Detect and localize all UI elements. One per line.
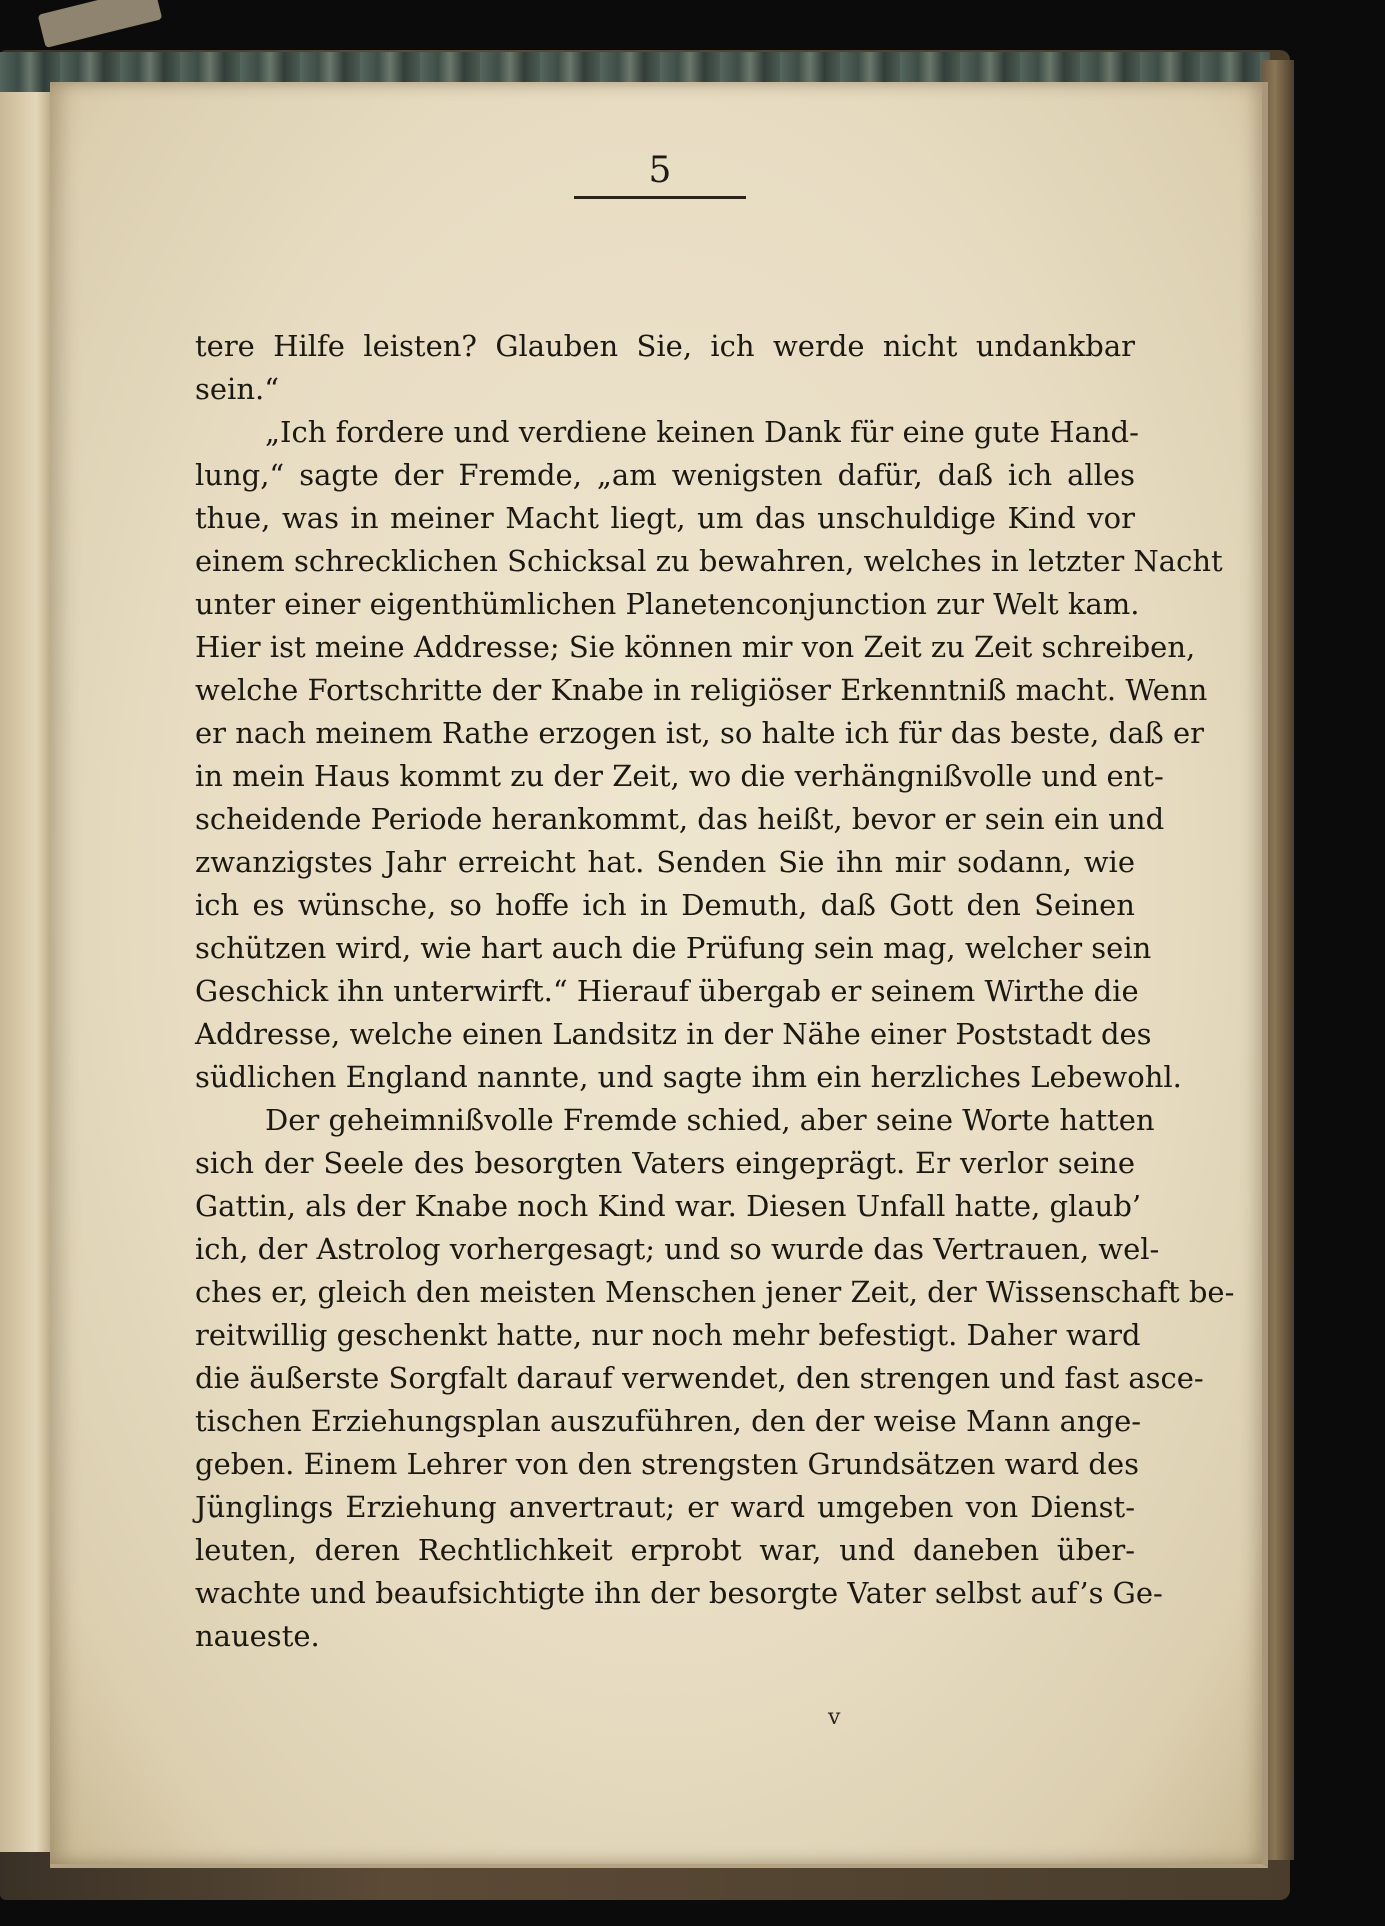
text-line: tere Hilfe leisten? Glauben Sie, ich werde nicht undankbar — [195, 329, 1135, 363]
text-line: er nach meinem Rathe erzogen ist, so halte ich für das beste, daß er — [195, 716, 1204, 750]
text-line: leuten, deren Rechtlichkeit erprobt war, und daneben über- — [195, 1533, 1135, 1567]
page-number: 5 — [648, 150, 672, 191]
text-line: sein.“ — [195, 372, 280, 406]
text-line: tischen Erziehungsplan auszuführen, den der weise Mann ange- — [195, 1404, 1142, 1438]
text-line: sich der Seele des besorgten Vaters eingeprägt. Er verlor seine — [195, 1146, 1135, 1180]
text-line: lung,“ sagte der Fremde, „am wenigsten dafür, daß ich alles — [195, 458, 1135, 492]
text-line: ches er, gleich den meisten Menschen jener Zeit, der Wissenschaft be- — [195, 1275, 1235, 1309]
torn-paper-scrap — [38, 0, 163, 48]
text-line: Addresse, welche einen Landsitz in der Nähe einer Poststadt des — [195, 1017, 1152, 1051]
text-line: schützen wird, wie hart auch die Prüfung sein mag, welcher sein — [195, 931, 1152, 965]
text-line: südlichen England nannte, und sagte ihm ein herzliches Lebewohl. — [195, 1060, 1182, 1094]
text-line: welche Fortschritte der Knabe in religiöser Erkenntniß macht. Wenn — [195, 673, 1208, 707]
text-line: die äußerste Sorgfalt darauf verwendet, den strengen und fast asce- — [195, 1361, 1204, 1395]
signature-mark: v — [828, 1705, 841, 1730]
text-line: Hier ist meine Addresse; Sie können mir von Zeit zu Zeit schreiben, — [195, 630, 1196, 664]
text-line: einem schrecklichen Schicksal zu bewahren, welches in letzter Nacht — [195, 544, 1223, 578]
body-text — [195, 325, 1235, 1658]
text-line: Der geheimnißvolle Fremde schied, aber seine Worte hatten — [265, 1103, 1155, 1137]
text-line: scheidende Periode herankommt, das heißt, bevor er sein ein und — [195, 802, 1165, 836]
text-line: wachte und beaufsichtigte ihn der besorgte Vater selbst auf’s Ge- — [195, 1576, 1163, 1610]
left-page-edge — [0, 92, 54, 1852]
text-line: ich, der Astrolog vorhergesagt; und so wurde das Vertrauen, wel- — [195, 1232, 1160, 1266]
text-line: naueste. — [195, 1619, 320, 1653]
text-line: geben. Einem Lehrer von den strengsten Grundsätzen ward des — [195, 1447, 1140, 1481]
text-line: thue, was in meiner Macht liegt, um das unschuldige Kind vor — [195, 501, 1135, 535]
text-line: in mein Haus kommt zu der Zeit, wo die verhängnißvolle und ent- — [195, 759, 1164, 793]
text-line: zwanzigstes Jahr erreicht hat. Senden Sie ihn mir sodann, wie — [195, 845, 1135, 879]
text-line: ich es wünsche, so hoffe ich in Demuth, daß Gott den Seinen — [195, 888, 1135, 922]
text-line: Geschick ihn unterwirft.“ Hierauf übergab er seinem Wirthe die — [195, 974, 1139, 1008]
text-line: Gattin, als der Knabe noch Kind war. Diesen Unfall hatte, glaub’ — [195, 1189, 1142, 1223]
text-line: Jünglings Erziehung anvertraut; er ward umgeben von Dienst- — [195, 1490, 1135, 1524]
page-number-rule — [574, 196, 746, 199]
text-line: unter einer eigenthümlichen Planetenconjunction zur Welt kam. — [195, 587, 1140, 621]
text-line: „Ich fordere und verdiene keinen Dank für eine gute Hand- — [265, 415, 1139, 449]
text-line: reitwillig geschenkt hatte, nur noch mehr befestigt. Daher ward — [195, 1318, 1141, 1352]
